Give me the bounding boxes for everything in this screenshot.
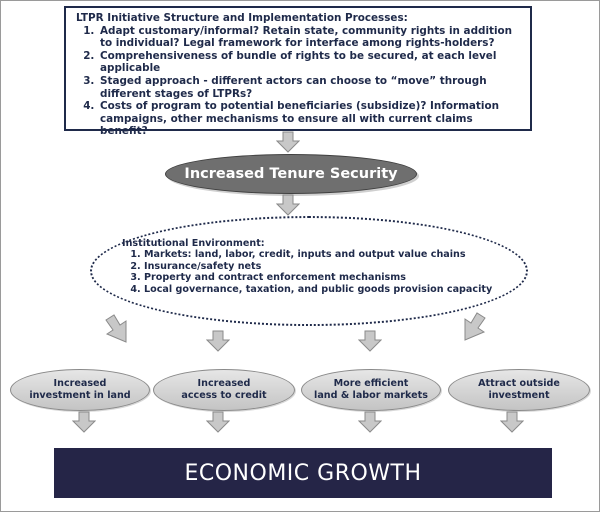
outcome-ellipse: [153, 369, 295, 411]
arrow-down-icon: [206, 411, 230, 433]
arrow-down-icon: [72, 411, 96, 433]
initiative-item: 1. Adapt customary/informal? Retain state, community rights in addition to individual? Legal framework for interface among rights-holders?: [98, 25, 522, 50]
outcome-line: Increased: [53, 378, 107, 390]
arrow-down-icon: [276, 194, 300, 216]
tenure-security-ellipse: [165, 154, 417, 194]
arrow-down-icon: [500, 411, 524, 433]
initiative-item: 4. Costs of program to potential beneficiaries (subsidize)? Information campaigns, other mechanisms to ensure all with current claims benefit?: [98, 100, 522, 138]
institutional-item: 4. Local governance, taxation, and public goods provision capacity: [144, 284, 522, 295]
initiative-list: [76, 25, 522, 138]
institutional-text: [122, 238, 522, 295]
institutional-title: Institutional Environment:: [122, 238, 265, 249]
arrow-down-icon: [358, 330, 382, 352]
economic-growth-label: ECONOMIC GROWTH: [184, 460, 422, 486]
economic-growth-box: [54, 448, 552, 498]
institutional-item: 3. Property and contract enforcement mechanisms: [144, 272, 522, 283]
initiative-item: 2. Comprehensiveness of bundle of rights to be secured, at each level applicable: [98, 50, 522, 75]
arrow-diagonal-right-icon: [453, 312, 487, 342]
outcome-line: land & labor markets: [314, 390, 428, 401]
outcome-line: More efficient: [333, 378, 409, 390]
initiative-title: LTPR Initiative Structure and Implementation Processes:: [76, 12, 408, 24]
initiative-box: [64, 6, 532, 138]
arrow-diagonal-left-icon: [104, 314, 138, 344]
institutional-item: 2. Insurance/safety nets: [144, 261, 522, 272]
outcome-line: investment in land: [29, 390, 131, 401]
institutional-item: 1. Markets: land, labor, credit, inputs and output value chains: [144, 249, 522, 260]
institutional-list: [122, 249, 522, 295]
arrow-down-icon: [206, 330, 230, 352]
initiative-item: 3. Staged approach - different actors can choose to “move” through different stages of LTPRs?: [98, 75, 522, 100]
outcome-ellipse: [10, 369, 150, 411]
arrow-down-icon: [276, 131, 300, 153]
tenure-security-label: Increased Tenure Security: [184, 166, 398, 182]
outcome-line: Increased: [197, 378, 251, 390]
arrow-down-icon: [358, 411, 382, 433]
outcome-line: access to credit: [181, 390, 267, 401]
outcome-ellipse: [301, 369, 441, 411]
outcome-ellipse: [448, 369, 590, 411]
outcome-line: Attract outside: [478, 378, 560, 390]
outcome-line: investment: [488, 390, 550, 401]
